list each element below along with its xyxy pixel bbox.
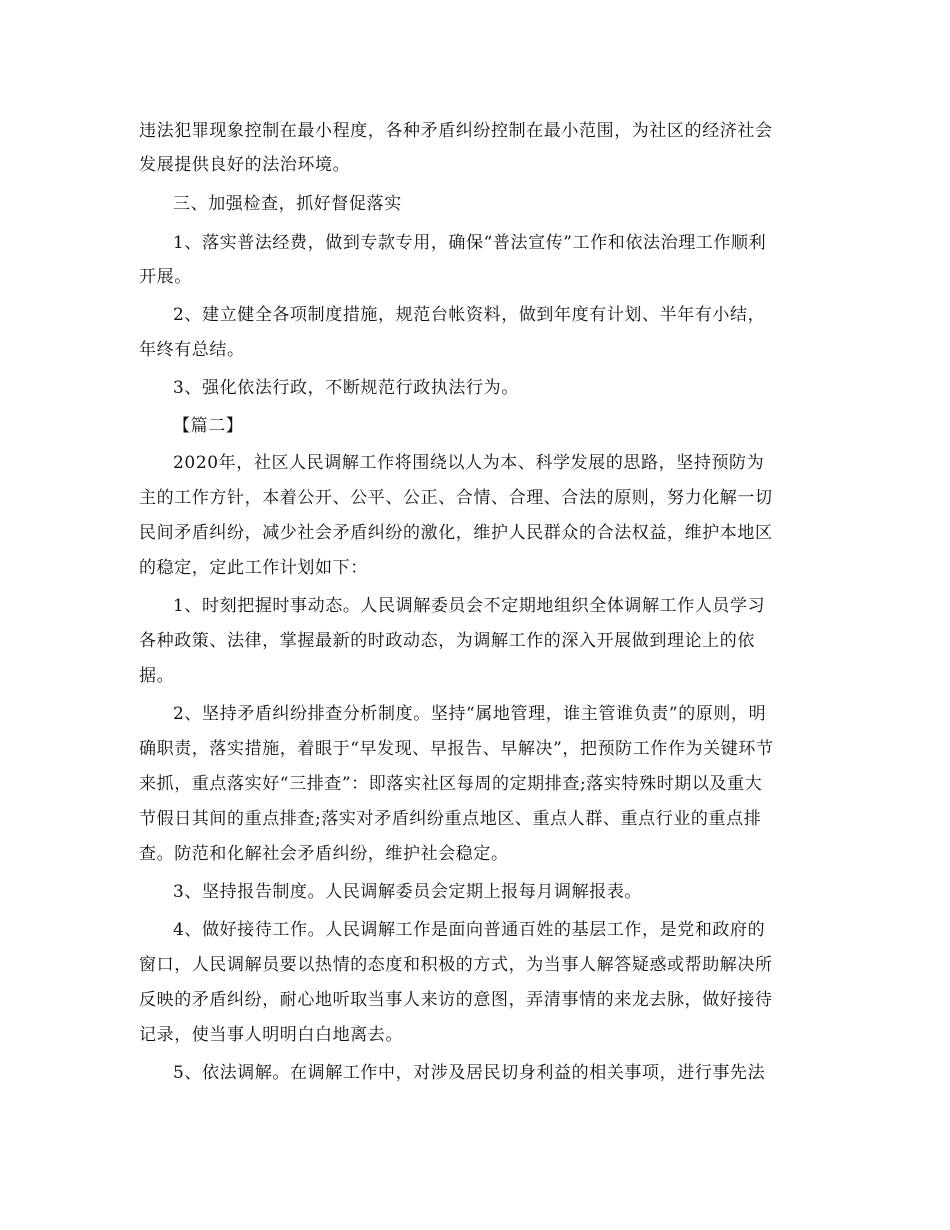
text-line: 据。: [139, 666, 175, 686]
text-line: 违法犯罪现象控制在最小程度，各种矛盾纠纷控制在最小范围，为社区的经济社会: [139, 121, 773, 141]
text-line: 来抓，重点落实好“三排查”：即落实社区每周的定期排查;落实特殊时期以及重大: [139, 774, 763, 794]
text-line: 节假日其间的重点排查;落实对矛盾纠纷重点地区、重点人群、重点行业的重点排: [139, 809, 762, 829]
paragraph-line: 1、落实普法经费，做到专款专用，确保“普法宣传”工作和依法治理工作顺利: [173, 233, 767, 253]
part-heading: 【篇二】: [173, 416, 244, 436]
text-line: 发展提供良好的法治环境。: [139, 155, 351, 175]
text-line: 主的工作方针，本着公开、公平、公正、合情、合理、合法的原则，努力化解一切: [139, 488, 773, 508]
text-line: 开展。: [139, 267, 192, 287]
paragraph-line: 2、坚持矛盾纠纷排查分析制度。坚持“属地管理，谁主管谁负责”的原则，明: [173, 704, 767, 724]
paragraph-line: 5、依法调解。在调解工作中，对涉及居民切身利益的相关事项，进行事先法: [173, 1063, 766, 1083]
text-line: 各种政策、法律，掌握最新的时政动态，为调解工作的深入开展做到理论上的依: [139, 631, 755, 651]
text-line: 民间矛盾纠纷，减少社会矛盾纠纷的激化，维护人民群众的合法权益，维护本地区: [139, 523, 773, 543]
text-line: 年终有总结。: [139, 340, 245, 360]
text-line: 确职责，落实措施，着眼于“早发现、早报告、早解决”，把预防工作作为关键环节: [139, 739, 774, 759]
text-line: 窗口，人民调解员要以热情的态度和积极的方式，为当事人解答疑惑或帮助解决所: [139, 955, 773, 975]
text-line: 反映的矛盾纠纷，耐心地听取当事人来访的意图，弄清事情的来龙去脉，做好接待: [139, 990, 773, 1010]
text-line: 的稳定，定此工作计划如下：: [139, 558, 368, 578]
paragraph-line: 4、做好接待工作。人民调解工作是面向普通百姓的基层工作，是党和政府的: [173, 920, 766, 940]
section-heading: 三、加强检查，抓好督促落实: [173, 194, 402, 214]
paragraph-line: 3、坚持报告制度。人民调解委员会定期上报每月调解报表。: [173, 882, 643, 902]
text-line: 查。防范和化解社会矛盾纠纷，维护社会稳定。: [139, 844, 509, 864]
paragraph-line: 2020年，社区人民调解工作将围绕以人为本、科学发展的思路，坚持预防为: [173, 453, 765, 473]
paragraph-line: 2、建立健全各项制度措施，规范台帐资料，做到年度有计划、半年有小结，: [173, 305, 766, 325]
paragraph-line: 3、强化依法行政，不断规范行政执法行为。: [173, 378, 519, 398]
text-line: 记录，使当事人明明白白地离去。: [139, 1025, 403, 1045]
paragraph-line: 1、时刻把握时事动态。人民调解委员会不定期地组织全体调解工作人员学习: [173, 596, 766, 616]
